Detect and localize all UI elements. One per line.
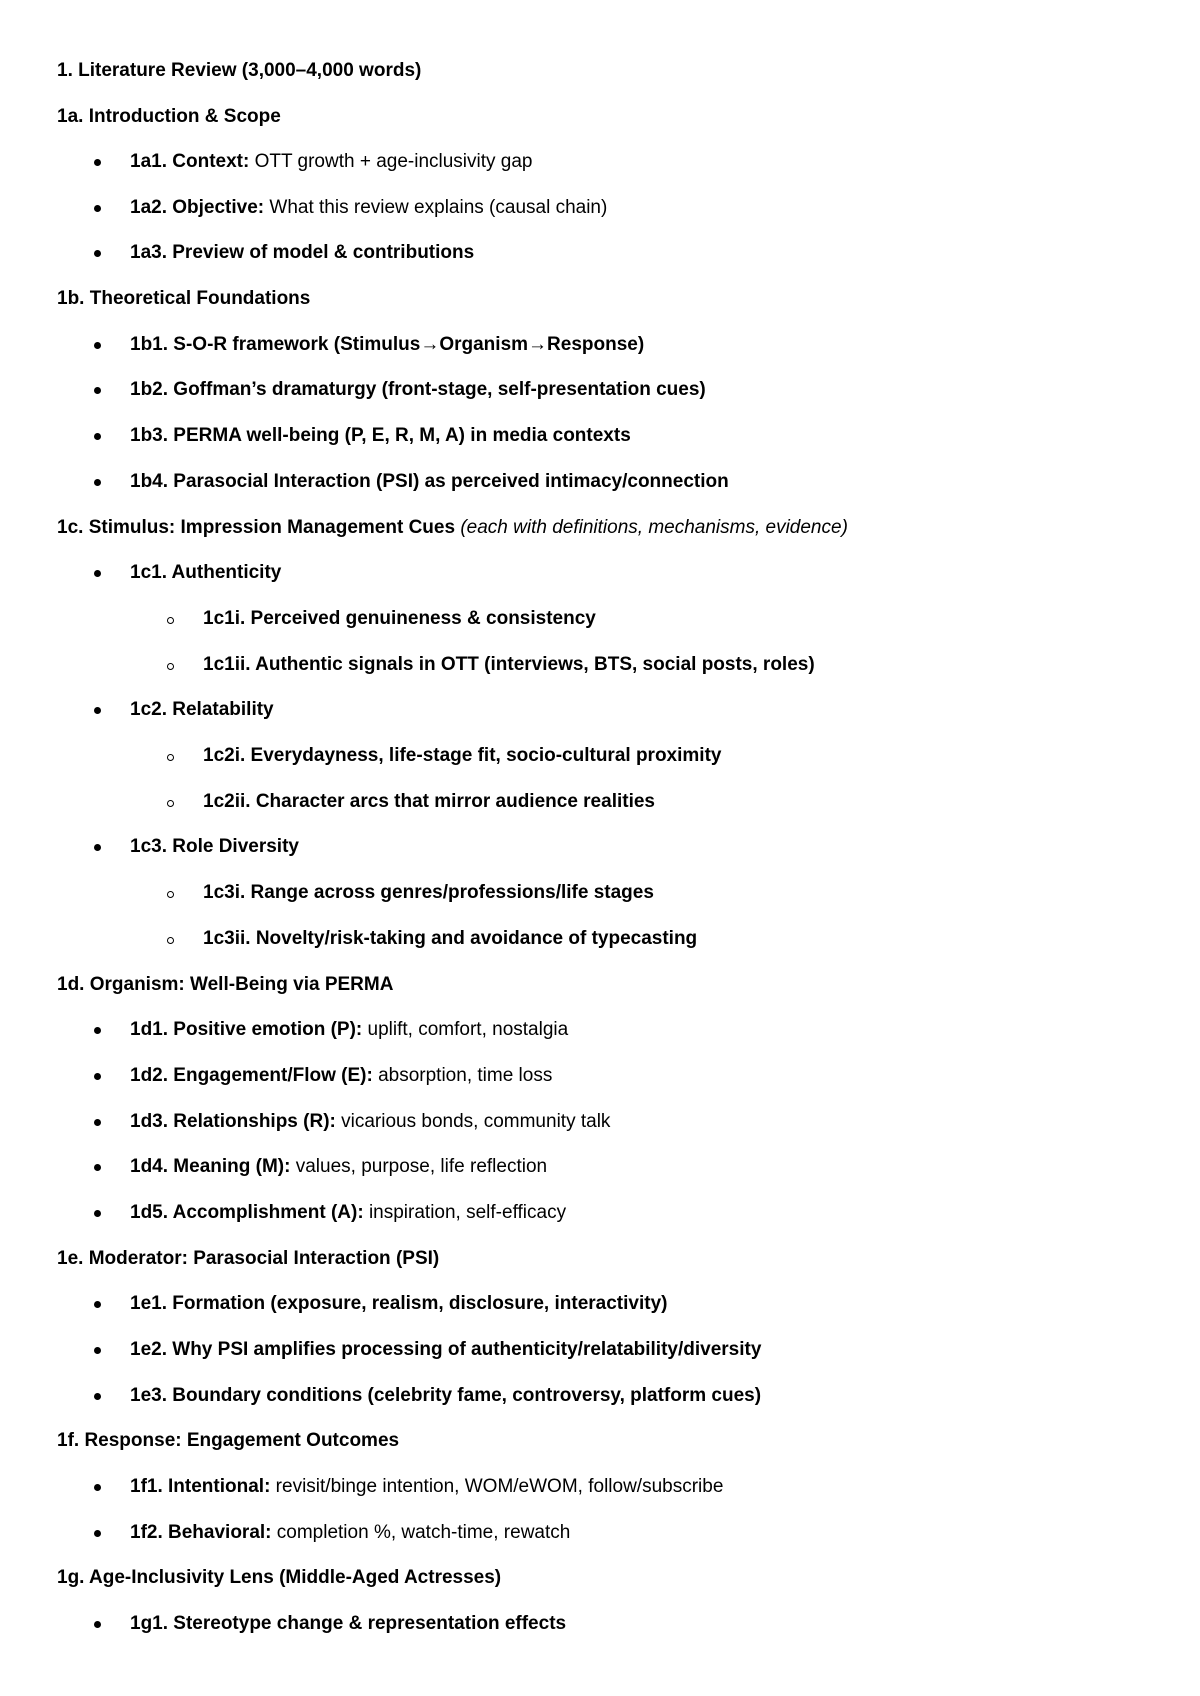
document-page: 1. Literature Review (3,000–4,000 words) 1a. Introduction & Scope 1a1. Context: OTT growth + age-inclusivity gap 1a2. Objective: What this review explains (causal chain) 1a3. Preview of model & contributions 1b. Theoretical Foundations 1b1. S-O-R framework (Stimulus→Organism→Response) 1b2. Goffman’s dramaturgy (front-stage, self-presentation cues) 1b3. PERMA well-being (P, E, R, M, A) in media contexts 1b4. Parasocial Interaction (PSI) as perceived intimacy/connection 1c. Stimulus: Impression Management Cues (each with definitions, mechanisms, evidence) 1c1. Authenticity 1c1i. Perceived genuineness & consistency 1c1ii. Authentic signals in OTT (interviews, BTS, social posts, roles) 1c2. Relatability 1c2i. Everydayness, life-stage fit, socio-cultural proximity 1c2ii. Character arcs that mirror audience realities 1c3. Role Diversity 1c3i. Range across genres/professions/life stages 1c3ii. Novelty/risk-taking and avoidance of typecasting 1d. Organism: Well-Being via PERMA 1d1. Positive emotion (P): uplift, comfort, nostalgia 1d2. Engagement/Flow (E): absorption, time loss 1d3. Relationships (R): vicarious bonds, community talk 1d4. Meaning (M): values, purpose, life reflection 1d5. Accomplishment (A): inspiration, self-efficacy 1e. Moderator: Parasocial Interaction (PSI) 1e1. Formation (exposure, realism, disclosure, interactivity) 1e2. Why PSI amplifies processing of authenticity/relatability/diversity 1e3. Boundary conditions (celebrity fame, controversy, platform cues) 1f. Response: Engagement Outcomes 1f1. Intentional: revisit/binge intention, WOM/eWOM, follow/subscribe 1f2. Behavioral: completion %, watch-time, rewatch 1g. Age-Inclusivity Lens (Middle-Aged Actresses) 1g1. Stereotype change & representation effects xyxy=(57,60,848,1634)
bullet-icon xyxy=(94,1027,101,1034)
circle-bullet-icon xyxy=(167,937,174,944)
bullet-icon xyxy=(94,1393,101,1400)
bullet-icon xyxy=(94,479,101,486)
bullet-icon xyxy=(94,1119,101,1126)
bullet-icon xyxy=(94,1621,101,1628)
circle-bullet-icon xyxy=(167,800,174,807)
bullet-icon xyxy=(94,250,101,257)
bullet-icon xyxy=(94,1530,101,1537)
section-heading-1c: 1c. Stimulus: Impression Management Cues (each with definitions, mechanisms, evidence) xyxy=(57,517,848,538)
section-heading-1b: 1b. Theoretical Foundations xyxy=(57,288,311,309)
bullet-icon xyxy=(94,1210,101,1217)
bullet-icon xyxy=(94,707,101,714)
circle-bullet-icon xyxy=(167,754,174,761)
circle-bullet-icon xyxy=(167,663,174,670)
document-title: 1. Literature Review (3,000–4,000 words) xyxy=(57,60,422,81)
section-heading-1g: 1g. Age-Inclusivity Lens (Middle-Aged Actresses) xyxy=(57,1567,502,1588)
bullet-icon xyxy=(94,1164,101,1171)
bullet-icon xyxy=(94,1073,101,1080)
bullet-icon xyxy=(94,1347,101,1354)
bullet-icon xyxy=(94,205,101,212)
circle-bullet-icon xyxy=(167,891,174,898)
section-heading-1e: 1e. Moderator: Parasocial Interaction (PSI) xyxy=(57,1248,440,1269)
section-heading-1d: 1d. Organism: Well-Being via PERMA xyxy=(57,974,394,995)
bullet-icon xyxy=(94,844,101,851)
bullet-icon xyxy=(94,159,101,166)
bullet-icon xyxy=(94,433,101,440)
bullet-icon xyxy=(94,342,101,349)
section-heading-1a: 1a. Introduction & Scope xyxy=(57,106,281,127)
bullet-icon xyxy=(94,387,101,394)
bullet-icon xyxy=(94,570,101,577)
circle-bullet-icon xyxy=(167,617,174,624)
bullet-icon xyxy=(94,1301,101,1308)
bullet-icon xyxy=(94,1484,101,1491)
section-heading-1f: 1f. Response: Engagement Outcomes xyxy=(57,1430,400,1451)
